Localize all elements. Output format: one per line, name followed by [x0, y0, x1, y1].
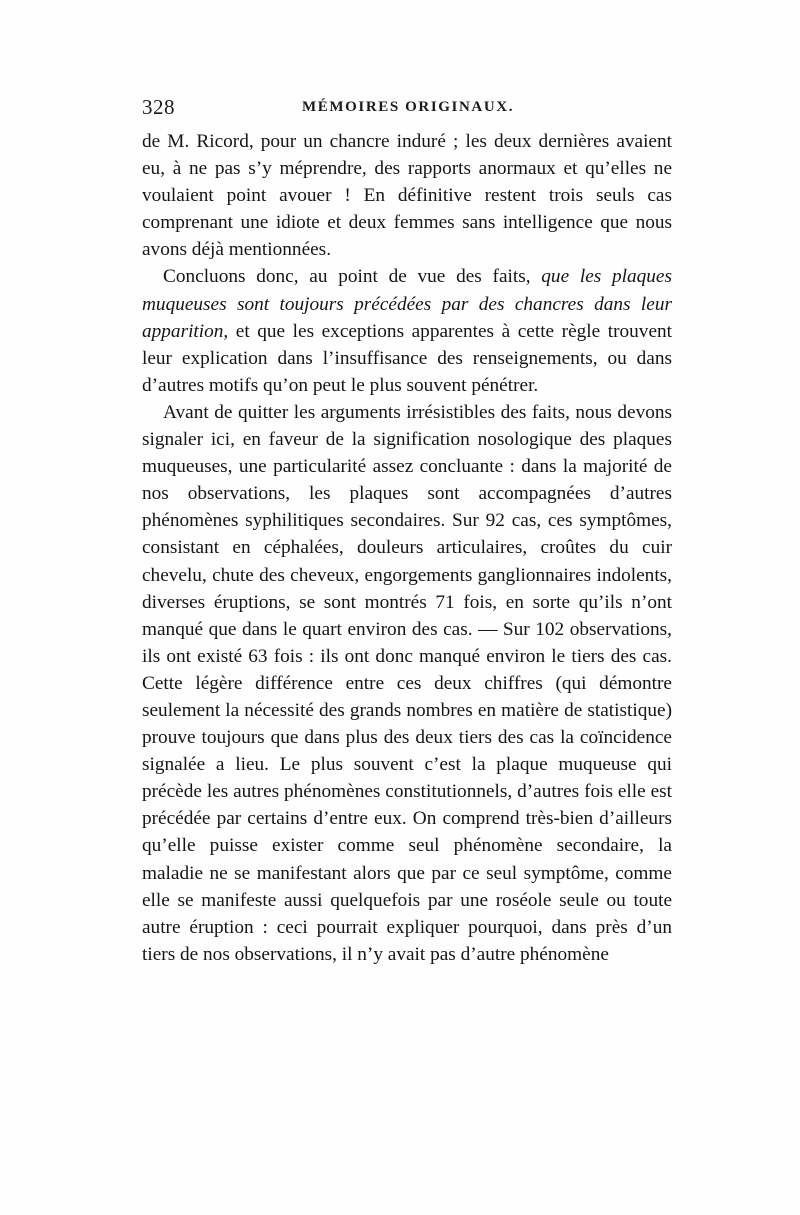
- running-title: MÉMOIRES ORIGINAUX.: [302, 99, 515, 115]
- paragraph-statistics: Avant de quitter les arguments irrésistibles des faits, nous devons signaler ici, en faveur de la signification nosologique des plaques muqueuses, une particularité assez concluante : dans la majorité de nos observations, les plaques sont accompagnées d’autres phénomènes syphilitiques secondaires. Sur 92 cas, ces symptômes, consistant en céphalées, douleurs articulaires, croûtes du cuir chevelu, chute des cheveux, engorgements ganglionnaires indolents, diverses éruptions, se sont montrés 71 fois, en sorte qu’ils n’ont manqué que dans le quart environ des cas. — Sur 102 observations, ils ont existé 63 fois : ils ont donc manqué environ le tiers des cas. Cette légère différence entre ces deux chiffres (qui démontre seulement la nécessité des grands nombres en matière de statistique) prouve toujours que dans plus des deux tiers des cas la coïncidence signalée a lieu. Le plus souvent c’est la plaque muqueuse qui précède les autres phénomènes constitutionnels, d’autres fois elle est précédée par certains d’entre eux. On comprend très-bien d’ailleurs qu’elle puisse exister comme seul phénomène secondaire, la maladie ne se manifestant alors que par ce seul symptôme, comme elle se manifeste aussi quelquefois par une roséole seule ou toute autre éruption : ceci pourrait expliquer pourquoi, dans près d’un tiers de nos observations, il n’y avait pas d’autre phénomène: [142, 401, 672, 965]
- page-number: 328: [142, 95, 175, 119]
- conclusion-tail-text: , et que les exceptions apparentes à cette règle trouvent leur explication dans l’insuffisance des renseignements, ou dans d’autres motifs qu’on peut le plus souvent pénétrer.: [142, 320, 672, 396]
- running-head: [142, 95, 662, 125]
- body-text: [142, 128, 672, 968]
- conclusion-emphasis: que les plaques muqueuses sont toujours précédées par des chancres dans leur apparition: [142, 266, 672, 342]
- paragraph-conclusion: [142, 263, 672, 398]
- paragraph-continuation: de M. Ricord, pour un chancre induré ; les deux dernières avaient eu, à ne pas s’y méprendre, des rapports anormaux et qu’elles ne voulaient point avouer ! En définitive restent trois seuls cas comprenant une idiote et deux femmes sans intelligence que nous avons déjà mentionnées.: [142, 131, 672, 261]
- conclusion-lead-text: Concluons donc, au point de vue des faits,: [163, 266, 542, 288]
